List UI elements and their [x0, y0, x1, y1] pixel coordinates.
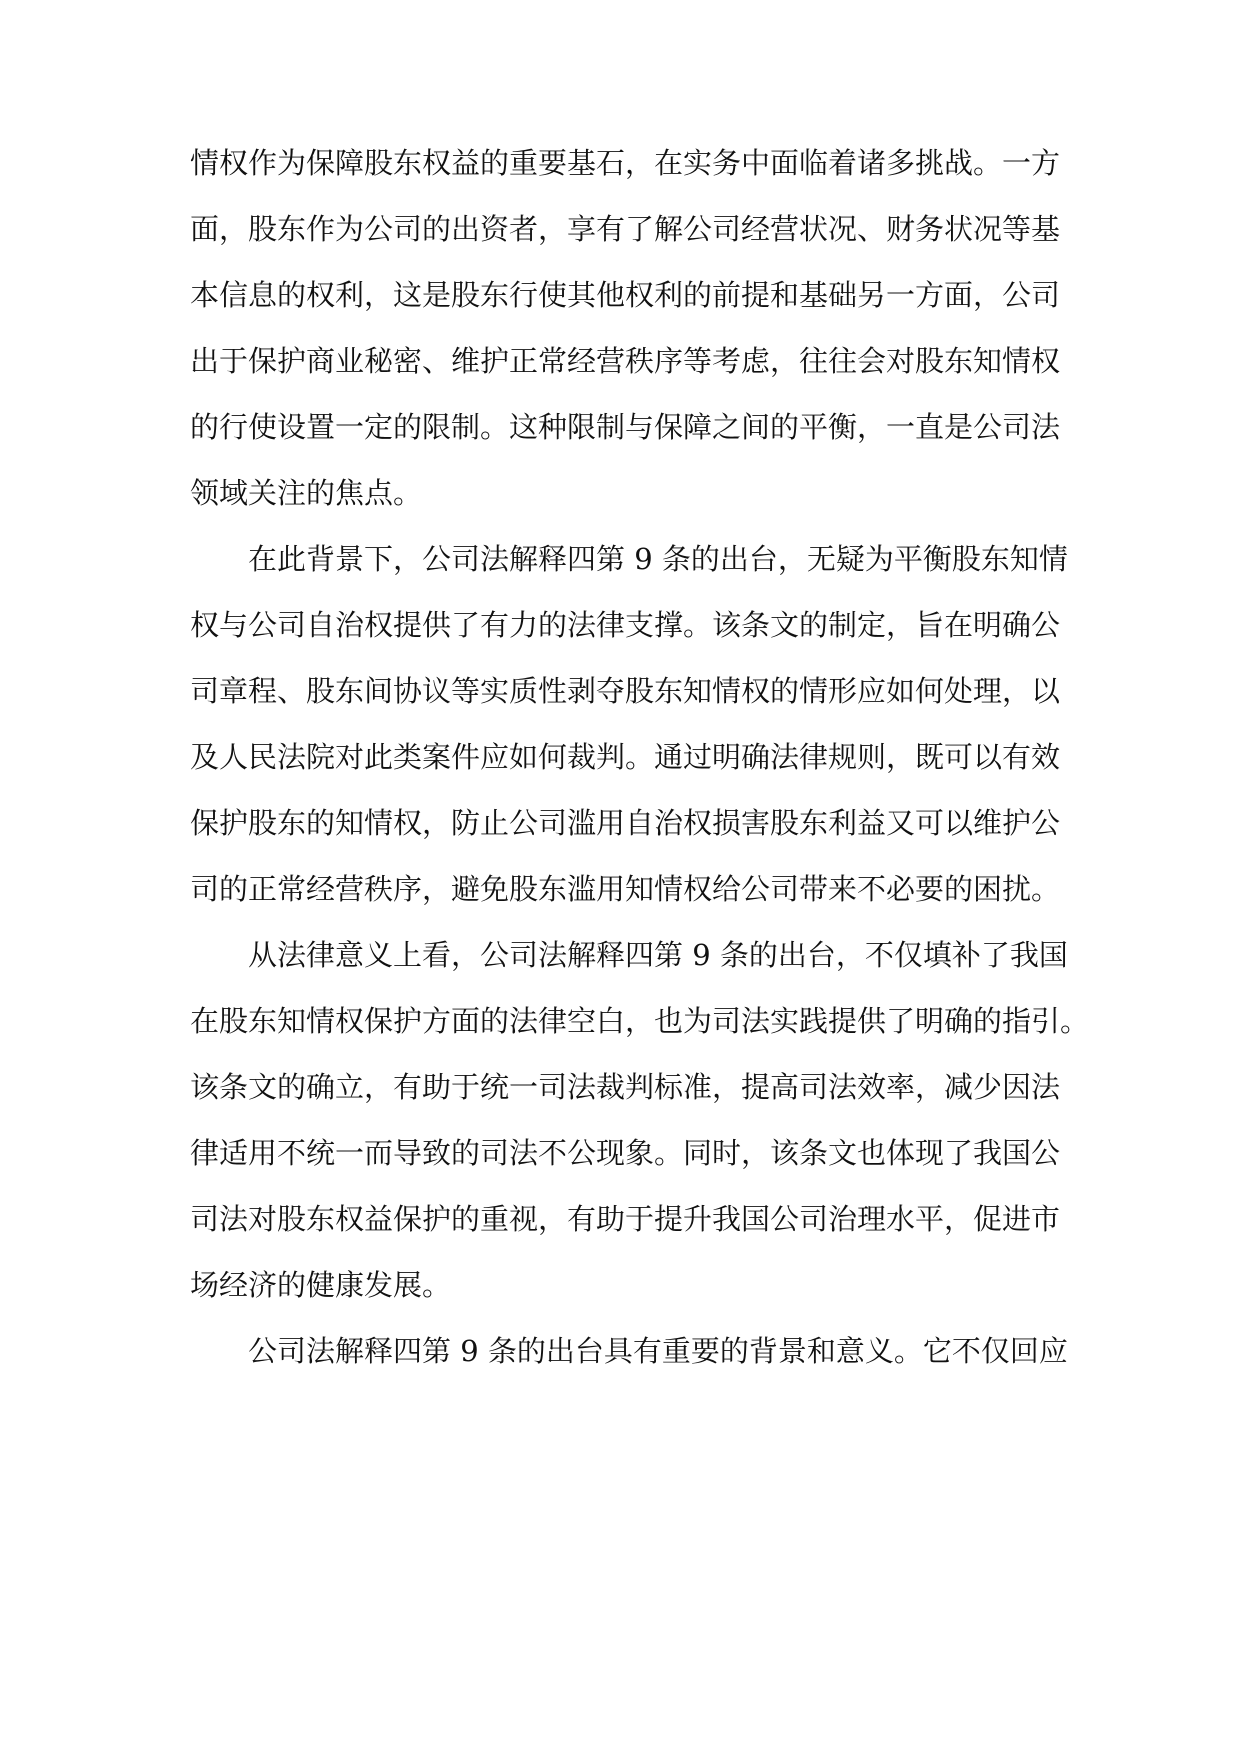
text-line: 情权作为保障股东权益的重要基石，在实务中面临着诸多挑战。一方 [190, 146, 1061, 180]
text-line: 在股东知情权保护方面的法律空白，也为司法实践提供了明确的指引。 [190, 1004, 1090, 1038]
text-line: 领域关注的焦点。 [190, 476, 423, 510]
text-line: 公司法解释四第 9 条的出台具有重要的背景和意义。它不仅回应 [248, 1334, 1068, 1368]
text-line: 及人民法院对此类案件应如何裁判。通过明确法律规则，既可以有效 [190, 740, 1061, 774]
text-line: 从法律意义上看，公司法解释四第 9 条的出台，不仅填补了我国 [248, 938, 1068, 972]
text-line: 出于保护商业秘密、维护正常经营秩序等考虑，往往会对股东知情权 [190, 344, 1061, 378]
text-line: 司章程、股东间协议等实质性剥夺股东知情权的情形应如何处理，以 [190, 674, 1061, 708]
text-line: 保护股东的知情权，防止公司滥用自治权损害股东利益又可以维护公 [190, 806, 1061, 840]
text-line: 本信息的权利，这是股东行使其他权利的前提和基础另一方面，公司 [190, 278, 1061, 312]
text-line: 司法对股东权益保护的重视，有助于提升我国公司治理水平，促进市 [190, 1202, 1061, 1236]
text-line: 律适用不统一而导致的司法不公现象。同时，该条文也体现了我国公 [190, 1136, 1061, 1170]
text-line: 该条文的确立，有助于统一司法裁判标准，提高司法效率，减少因法 [190, 1070, 1061, 1104]
text-line: 司的正常经营秩序，避免股东滥用知情权给公司带来不必要的困扰。 [190, 872, 1061, 906]
text-line: 场经济的健康发展。 [190, 1268, 452, 1302]
text-line: 的行使设置一定的限制。这种限制与保障之间的平衡，一直是公司法 [190, 410, 1061, 444]
text-line: 面，股东作为公司的出资者，享有了解公司经营状况、财务状况等基 [190, 212, 1061, 246]
text-line: 权与公司自治权提供了有力的法律支撑。该条文的制定，旨在明确公 [190, 608, 1061, 642]
text-line: 在此背景下，公司法解释四第 9 条的出台，无疑为平衡股东知情 [248, 542, 1068, 576]
